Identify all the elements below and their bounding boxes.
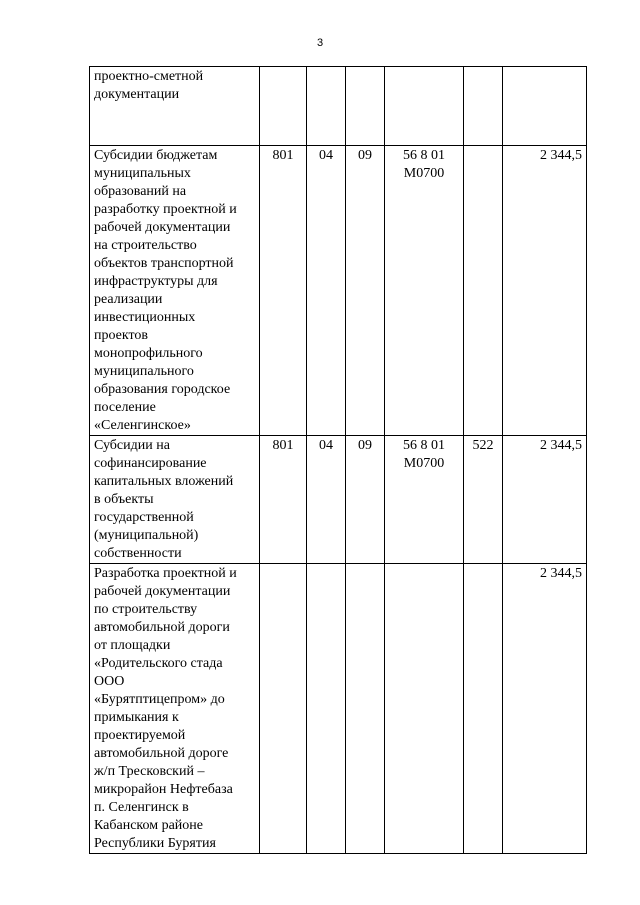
section-code-cell: 04 bbox=[307, 146, 346, 436]
amount-cell bbox=[503, 67, 587, 146]
expense-type-cell bbox=[464, 146, 503, 436]
page-number: 3 bbox=[316, 37, 324, 49]
section-code-cell bbox=[307, 67, 346, 146]
table-row bbox=[90, 436, 587, 564]
subsection-code-cell bbox=[346, 67, 385, 146]
table-row bbox=[90, 146, 587, 436]
department-code-cell: 801 bbox=[260, 436, 307, 564]
target-article-cell: 56 8 01 М0700 bbox=[385, 436, 464, 564]
row-name-cell: Субсидии бюджетам муниципальных образований на разработку проектной и рабочей документации на строительство объектов транспортной инфраструктуры для реализации инвестиционных проектов монопрофильного муниципального образования городское поселение «Селенгинское» bbox=[90, 146, 260, 436]
department-code-cell bbox=[260, 564, 307, 854]
subsection-code-cell: 09 bbox=[346, 436, 385, 564]
target-article-cell bbox=[385, 67, 464, 146]
subsection-code-cell: 09 bbox=[346, 146, 385, 436]
section-code-cell: 04 bbox=[307, 436, 346, 564]
target-article-cell: 56 8 01 М0700 bbox=[385, 146, 464, 436]
expense-type-cell bbox=[464, 564, 503, 854]
department-code-cell bbox=[260, 67, 307, 146]
amount-cell: 2 344,5 bbox=[503, 564, 587, 854]
target-article-cell bbox=[385, 564, 464, 854]
section-code-cell bbox=[307, 564, 346, 854]
expense-type-cell bbox=[464, 67, 503, 146]
table-row bbox=[90, 67, 587, 146]
row-name-cell: Субсидии на софинансирование капитальных вложений в объекты государственной (муниципальной) собственности bbox=[90, 436, 260, 564]
table-row bbox=[90, 564, 587, 854]
row-name-cell: проектно-сметной документации bbox=[90, 67, 260, 146]
subsection-code-cell bbox=[346, 564, 385, 854]
amount-cell: 2 344,5 bbox=[503, 436, 587, 564]
budget-table bbox=[89, 66, 587, 854]
department-code-cell: 801 bbox=[260, 146, 307, 436]
expense-type-cell: 522 bbox=[464, 436, 503, 564]
row-name-cell: Разработка проектной и рабочей документации по строительству автомобильной дороги от площадки «Родительского стада ООО «Бурятптицепром» до примыкания к проектируемой автомобильной дороге ж/п Тресковский – микрорайон Нефтебаза п. Селенгинск в Кабанском районе Республики Бурятия bbox=[90, 564, 260, 854]
amount-cell: 2 344,5 bbox=[503, 146, 587, 436]
